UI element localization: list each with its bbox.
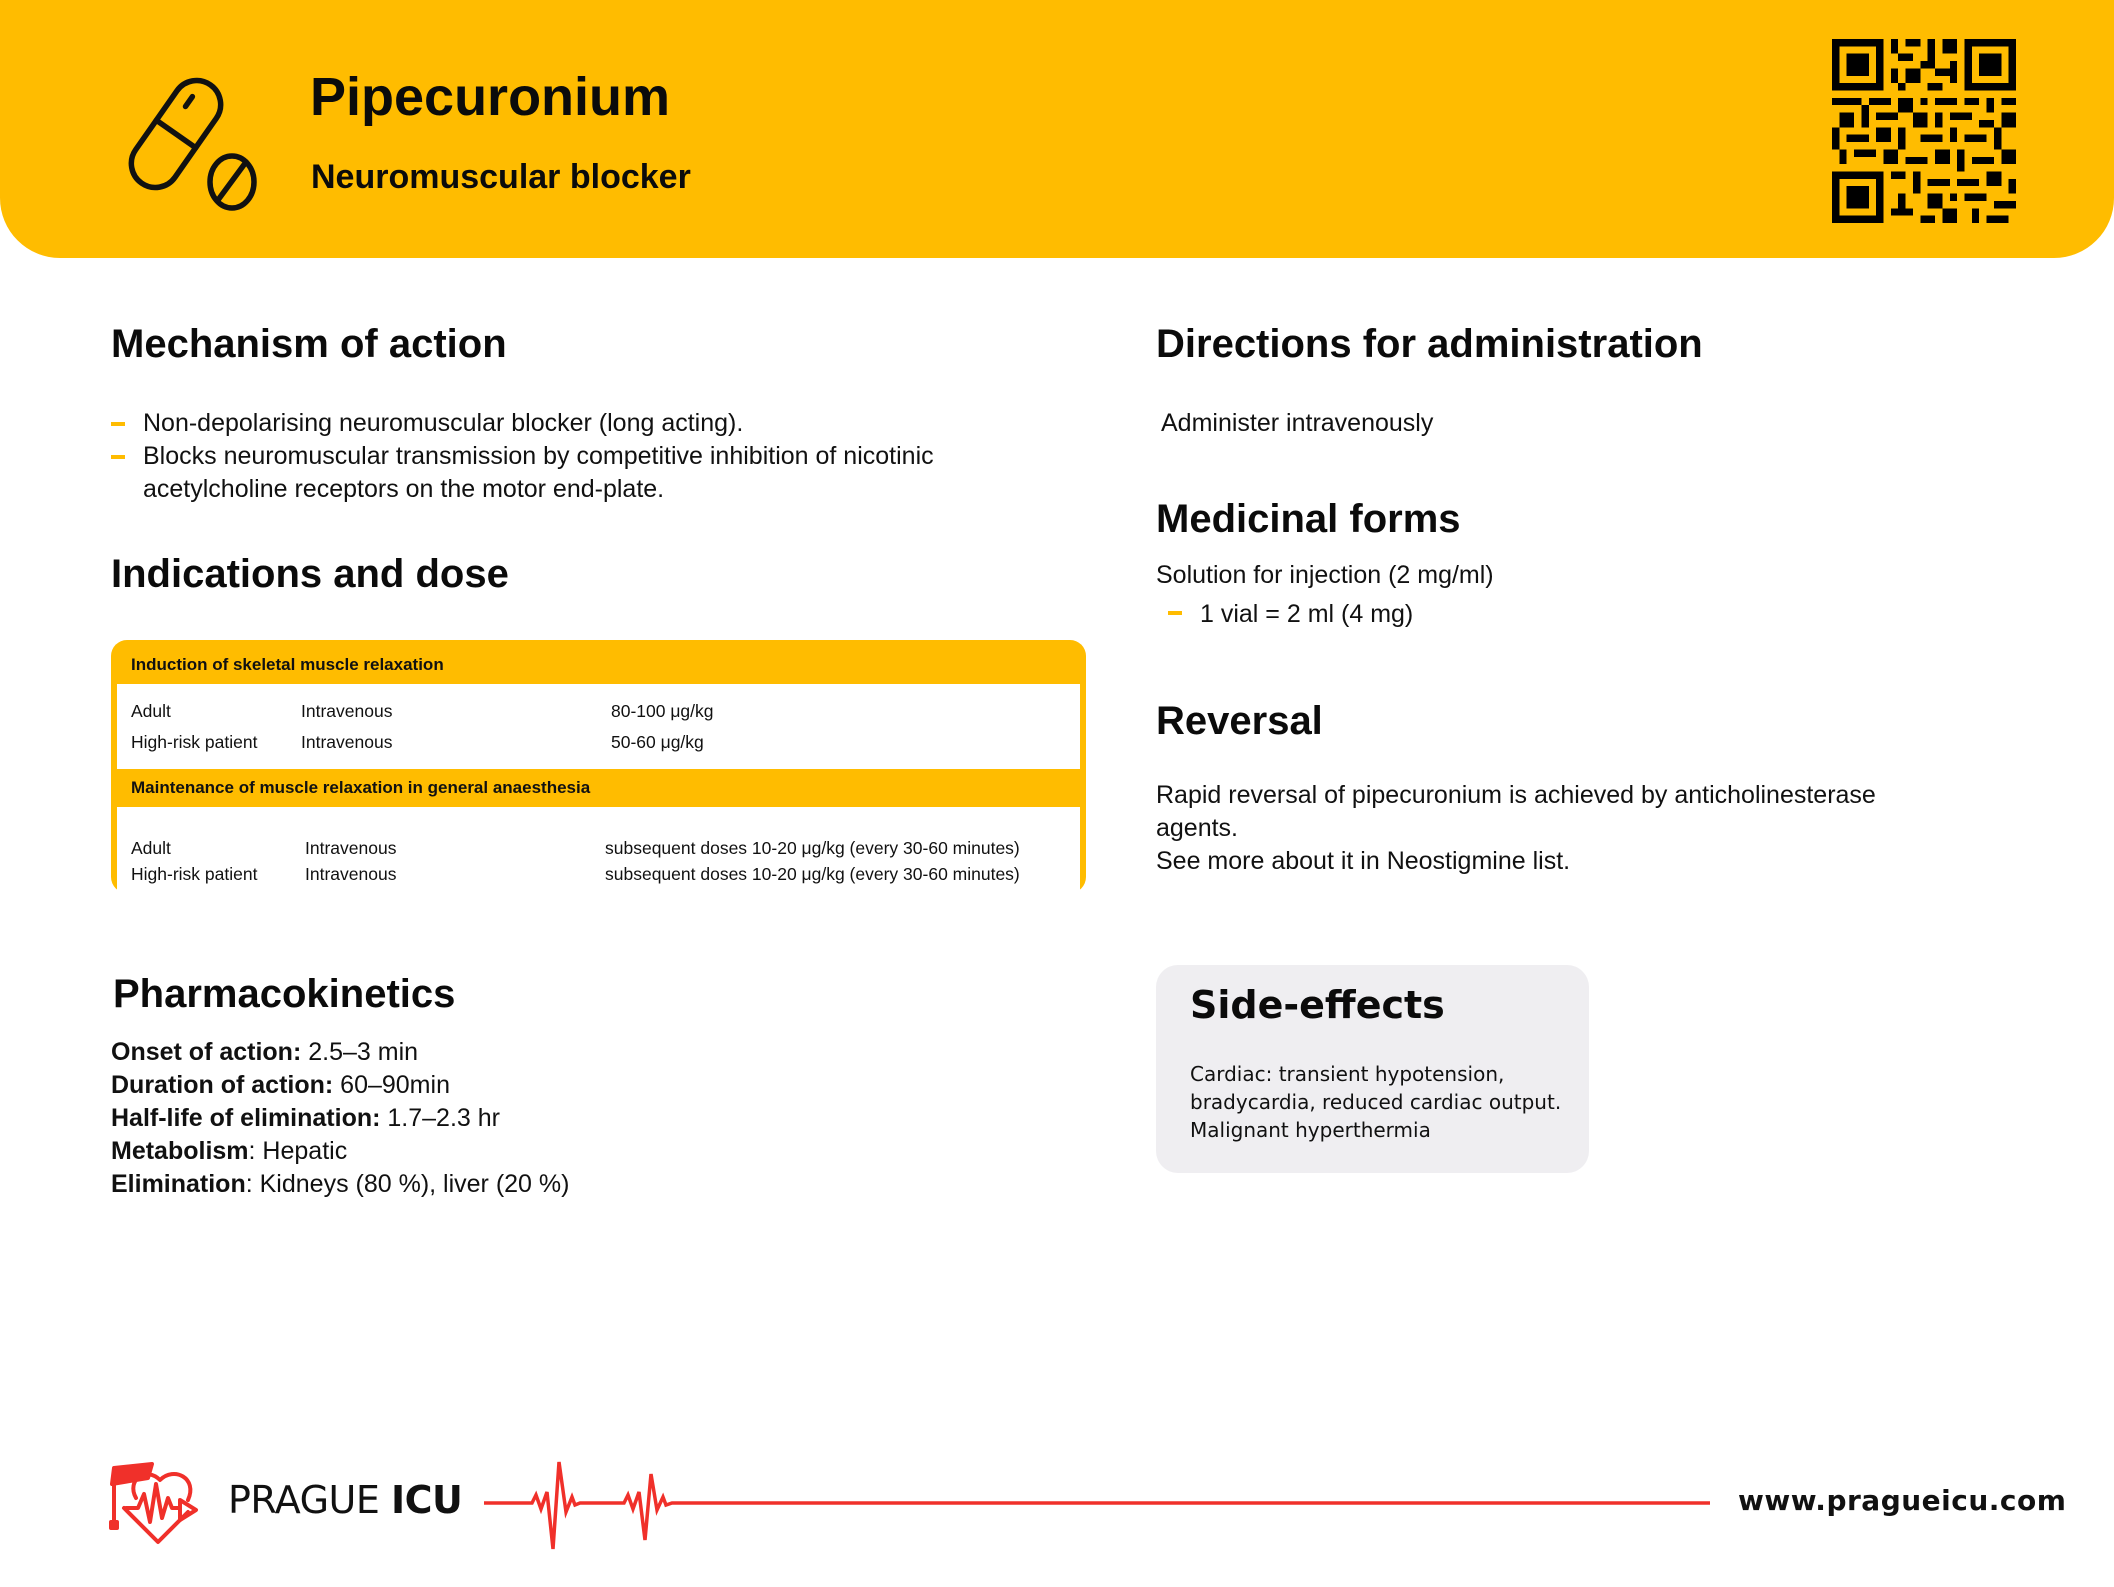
dose-cell: subsequent doses 10-20 μg/kg (every 30-60 minutes) [605,864,1020,884]
pk-half-life: Half-life of elimination: 1.7–2.3 hr [111,1104,500,1132]
patient-cell: High-risk patient [131,864,258,884]
side-effects-text: Cardiac: transient hypotension, bradycardia, reduced cardiac output. Malignant hyperthermia [1190,1062,1562,1142]
bullet-dash-icon [111,455,125,459]
bullet-dash-icon [1168,611,1182,615]
route-cell: Intravenous [305,838,397,858]
dose-group-rows [117,684,1080,769]
dose-cell: subsequent doses 10-20 μg/kg (every 30-60 minutes) [605,838,1020,858]
table-row [131,727,1066,758]
header-banner [0,0,2114,258]
route-cell: Intravenous [305,864,397,884]
ekg-line-icon [484,1452,1710,1552]
pills-icon [118,72,266,214]
brand-name: PRAGUE ICU [228,1478,463,1522]
dose-table [111,640,1086,893]
indications-heading: Indications and dose [111,552,509,596]
mechanism-list [111,407,1051,506]
list-item: Non-depolarising neuromuscular blocker (long acting). [111,407,1051,440]
pharmacokinetics-heading: Pharmacokinetics [113,972,456,1016]
reversal-text: Rapid reversal of pipecuronium is achieved by anticholinesterase agents. See more about it in Neostigmine list. [1156,781,1876,875]
route-cell: Intravenous [301,732,393,752]
medicinal-forms-heading: Medicinal forms [1156,497,1461,541]
dose-group-rows [117,807,1080,911]
dose-cell: 80-100 μg/kg [611,701,714,721]
list-item: Blocks neuromuscular transmission by competitive inhibition of nicotinic [111,440,1051,473]
patient-cell: Adult [131,838,171,858]
side-effects-heading: Side-effects [1190,983,1445,1027]
table-row [131,696,1066,727]
dose-cell: 50-60 μg/kg [611,732,704,752]
drug-class: Neuromuscular blocker [311,158,691,196]
reversal-heading: Reversal [1156,699,1323,743]
pk-metabolism: Metabolism: Hepatic [111,1137,348,1165]
table-row [131,835,1066,861]
side-effects-card [1156,965,1589,1173]
website-link[interactable]: www.pragueicu.com [1738,1484,2067,1517]
bullet-dash-icon [111,422,125,426]
pk-onset: Onset of action: 2.5–3 min [111,1038,419,1066]
qr-code-icon[interactable] [1832,39,2016,223]
heart-graduation-cap-icon [108,1460,213,1550]
pk-duration: Duration of action: 60–90min [111,1071,450,1099]
pharmacokinetics-list [111,1036,569,1201]
route-cell: Intravenous [301,701,393,721]
patient-cell: Adult [131,701,171,721]
list-item-continuation: acetylcholine receptors on the motor end-plate. [143,475,665,503]
medicinal-form-text: Solution for injection (2 mg/ml) [1156,561,1494,589]
directions-text: Administer intravenously [1161,409,1434,437]
table-row [131,861,1066,887]
pk-elimination: Elimination: Kidneys (80 %), liver (20 %) [111,1170,570,1198]
mechanism-heading: Mechanism of action [111,322,507,366]
dose-group-title: Maintenance of muscle relaxation in general anaesthesia [131,778,591,797]
medicinal-form-bullet: 1 vial = 2 ml (4 mg) [1168,598,1413,631]
dose-group-title: Induction of skeletal muscle relaxation [131,655,444,674]
drug-title: Pipecuronium [310,67,671,127]
directions-heading: Directions for administration [1156,322,1703,366]
patient-cell: High-risk patient [131,732,258,752]
